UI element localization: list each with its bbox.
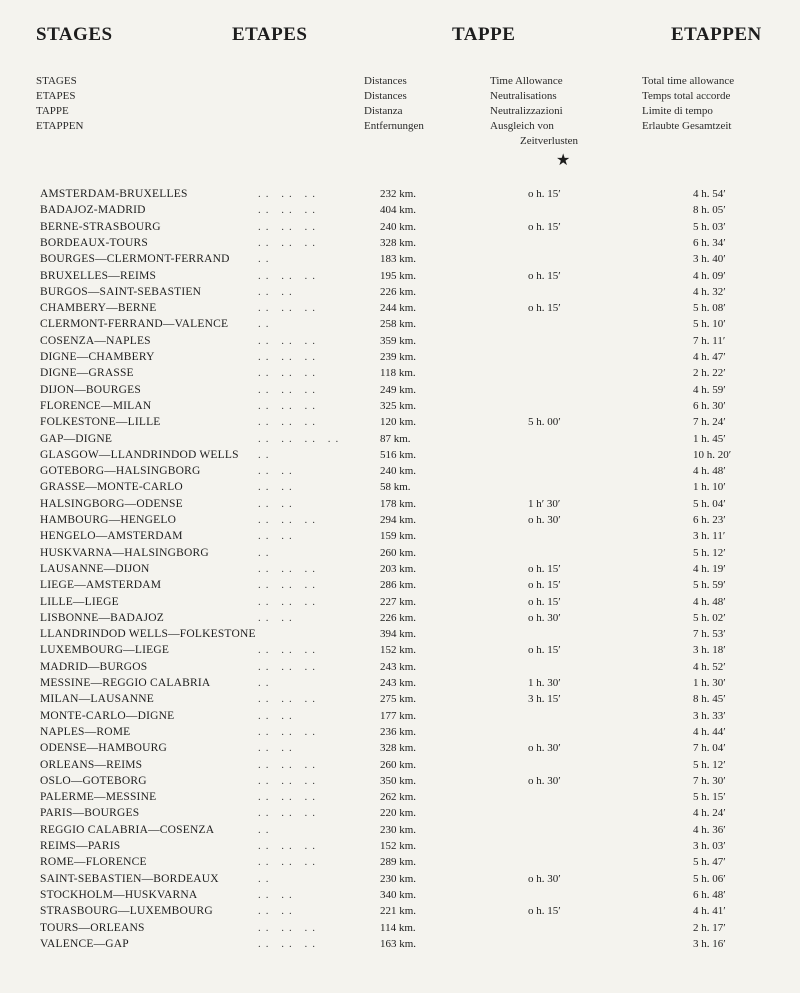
- leader-dots: .. .. ..: [258, 220, 320, 233]
- distance-value: 220 km.: [380, 807, 417, 820]
- total-time-value: 5 h. 12′: [693, 546, 726, 559]
- neutralisation-value: o h. 30′: [528, 514, 561, 526]
- leader-dots: ..: [258, 253, 274, 266]
- stage-name: LUXEMBOURG—LIEGE: [40, 644, 170, 657]
- distance-value: 350 km.: [380, 774, 417, 787]
- leader-dots: .. .. ..: [258, 416, 320, 429]
- total-time-value: 4 h. 48′: [693, 595, 726, 608]
- header-distance-de: Entfernungen: [364, 120, 424, 132]
- neutralisation-value: o h. 15′: [528, 269, 561, 282]
- total-time-value: 4 h. 54′: [693, 188, 726, 200]
- stage-name: FLORENCE—MILAN: [40, 399, 152, 412]
- stage-name: MONTE-CARLO—DIGNE: [40, 709, 175, 722]
- distance-value: 183 km.: [380, 253, 417, 266]
- title-etapes: ETAPES: [232, 24, 308, 45]
- distance-value: 178 km.: [380, 497, 417, 510]
- stage-name: HAMBOURG—HENGELO: [40, 514, 177, 526]
- stage-name: DIGNE—GRASSE: [40, 367, 134, 380]
- leader-dots: .. .. ..: [258, 644, 320, 657]
- total-time-value: 4 h. 52′: [693, 660, 726, 673]
- stage-name: LLANDRINDOD WELLS—FOLKESTONE: [40, 628, 256, 641]
- distance-value: 203 km.: [380, 562, 417, 575]
- total-time-value: 4 h. 19′: [693, 562, 726, 575]
- table-row: [0, 284, 800, 300]
- table-row: [0, 822, 800, 838]
- leader-dots: .. .. ..: [258, 383, 320, 396]
- leader-dots: .. ..: [258, 481, 297, 494]
- distance-value: 87 km.: [380, 432, 411, 445]
- stage-name: BERNE-STRASBOURG: [40, 220, 161, 233]
- header-distance-en: Distances: [364, 75, 407, 87]
- stage-name: GRASSE—MONTE-CARLO: [40, 481, 183, 494]
- stage-name: SAINT-SEBASTIEN—BORDEAUX: [40, 872, 219, 885]
- header-stage-fr: ETAPES: [36, 90, 76, 102]
- neutralisation-value: o h. 30′: [528, 611, 561, 624]
- total-time-value: 1 h. 30′: [693, 677, 726, 689]
- leader-dots: .. .. ..: [258, 367, 320, 380]
- distance-value: 516 km.: [380, 448, 417, 461]
- distance-value: 114 km.: [380, 921, 416, 934]
- stage-name: DIJON—BOURGES: [40, 383, 141, 396]
- stage-name: NAPLES—ROME: [40, 725, 131, 738]
- distance-value: 243 km.: [380, 677, 417, 689]
- table-row: [0, 757, 800, 773]
- stage-name: LILLE—LIEGE: [40, 595, 119, 608]
- leader-dots: .. .. ..: [258, 269, 320, 282]
- table-row: [0, 219, 800, 235]
- header-total-it: Limite di tempo: [642, 105, 713, 117]
- stage-name: BRUXELLES—REIMS: [40, 269, 157, 282]
- leader-dots: .. .. ..: [258, 334, 320, 347]
- table-row: [0, 365, 800, 381]
- header-distance-column: [364, 74, 424, 134]
- stage-name: GOTEBORG—HALSINGBORG: [40, 465, 201, 478]
- distance-value: 258 km.: [380, 318, 417, 331]
- leader-dots: .. .. ..: [258, 399, 320, 412]
- table-row: [0, 512, 800, 528]
- header-distance-fr: Distances: [364, 90, 407, 102]
- total-time-value: 7 h. 53′: [693, 628, 726, 641]
- neutralisation-value: o h. 30′: [528, 742, 561, 755]
- stage-name: PARIS—BOURGES: [40, 807, 140, 820]
- distance-value: 120 km.: [380, 416, 417, 429]
- stage-name: CHAMBERY—BERNE: [40, 302, 157, 315]
- distance-value: 286 km.: [380, 579, 417, 592]
- stage-name: COSENZA—NAPLES: [40, 334, 151, 347]
- total-time-value: 5 h. 47′: [693, 856, 726, 869]
- table-row: [0, 528, 800, 544]
- distance-value: 325 km.: [380, 399, 417, 412]
- table-row: [0, 838, 800, 854]
- table-row: [0, 235, 800, 251]
- leader-dots: ..: [258, 546, 274, 559]
- total-time-value: 3 h. 33′: [693, 709, 726, 722]
- leader-dots: .. .. ..: [258, 514, 320, 526]
- stage-name: OSLO—GOTEBORG: [40, 774, 147, 787]
- distance-value: 159 km.: [380, 530, 417, 543]
- table-row: [0, 251, 800, 267]
- header-total-en: Total time allowance: [642, 75, 735, 87]
- distance-value: 340 km.: [380, 888, 417, 901]
- table-row: [0, 854, 800, 870]
- header-time-it: Neutralizzazioni: [490, 105, 563, 117]
- table-row: [0, 871, 800, 887]
- leader-dots: ..: [258, 318, 274, 331]
- total-time-value: 5 h. 15′: [693, 791, 726, 804]
- neutralisation-value: o h. 15′: [528, 188, 561, 200]
- table-row: [0, 316, 800, 332]
- table-row: [0, 903, 800, 919]
- title-stages: STAGES: [36, 24, 113, 45]
- stage-name: BOURGES—CLERMONT-FERRAND: [40, 253, 230, 266]
- leader-dots: .. .. .. ..: [258, 432, 344, 445]
- leader-dots: .. ..: [258, 285, 297, 298]
- neutralisation-value: o h. 15′: [528, 562, 561, 575]
- total-time-value: 7 h. 11′: [693, 334, 726, 347]
- distance-value: 359 km.: [380, 334, 417, 347]
- leader-dots: ..: [258, 448, 274, 461]
- total-time-value: 7 h. 04′: [693, 742, 726, 755]
- leader-dots: .. ..: [258, 888, 297, 901]
- stage-name: ROME—FLORENCE: [40, 856, 147, 869]
- stage-name: STRASBOURG—LUXEMBOURG: [40, 905, 213, 918]
- header-time-de-2: Zeitverlusten: [520, 135, 579, 147]
- total-time-value: 4 h. 24′: [693, 807, 726, 820]
- stage-name: LISBONNE—BADAJOZ: [40, 611, 164, 624]
- table-row: [0, 626, 800, 642]
- header-stage-column: [36, 74, 83, 134]
- stage-name: BORDEAUX-TOURS: [40, 236, 149, 249]
- stage-name: AMSTERDAM-BRUXELLES: [40, 188, 188, 200]
- distance-value: 328 km.: [380, 236, 417, 249]
- leader-dots: .. ..: [258, 611, 297, 624]
- distance-value: 243 km.: [380, 660, 417, 673]
- table-row: [0, 789, 800, 805]
- table-row: [0, 333, 800, 349]
- title-etappen: ETAPPEN: [671, 24, 762, 45]
- table-row: [0, 479, 800, 495]
- distance-value: 262 km.: [380, 791, 417, 804]
- header-total-de: Erlaubte Gesamtzeit: [642, 120, 732, 132]
- neutralisation-value: 5 h. 00′: [528, 416, 561, 429]
- header-stage-de: ETAPPEN: [36, 120, 84, 132]
- table-row: [0, 936, 800, 952]
- table-row: [0, 186, 800, 202]
- distance-value: 58 km.: [380, 481, 411, 494]
- total-time-value: 5 h. 02′: [693, 611, 726, 624]
- total-time-value: 6 h. 30′: [693, 399, 726, 412]
- leader-dots: .. .. ..: [258, 937, 320, 950]
- stage-name: REGGIO CALABRIA—COSENZA: [40, 823, 215, 836]
- total-time-value: 3 h. 18′: [693, 644, 726, 657]
- total-time-value: 8 h. 45′: [693, 693, 726, 706]
- total-time-value: 4 h. 47′: [693, 351, 726, 363]
- header-total-fr: Temps total accorde: [642, 90, 731, 102]
- total-time-value: 4 h. 48′: [693, 465, 726, 478]
- stage-name: MESSINE—REGGIO CALABRIA: [40, 677, 211, 689]
- table-row: [0, 724, 800, 740]
- total-time-value: 5 h. 10′: [693, 318, 726, 331]
- distance-value: 226 km.: [380, 611, 417, 624]
- leader-dots: .. .. ..: [258, 758, 320, 771]
- total-time-value: 4 h. 09′: [693, 269, 726, 282]
- leader-dots: .. .. ..: [258, 921, 320, 934]
- star-icon: ★: [556, 152, 571, 169]
- distance-value: 236 km.: [380, 725, 417, 738]
- leader-dots: .. .. ..: [258, 351, 320, 363]
- stage-name: HENGELO—AMSTERDAM: [40, 530, 183, 543]
- neutralisation-value: o h. 15′: [528, 905, 561, 918]
- leader-dots: .. .. ..: [258, 774, 320, 787]
- table-row: [0, 398, 800, 414]
- stage-name: BURGOS—SAINT-SEBASTIEN: [40, 285, 202, 298]
- stage-name: LAUSANNE—DIJON: [40, 562, 150, 575]
- leader-dots: .. .. ..: [258, 562, 320, 575]
- distance-value: 260 km.: [380, 546, 417, 559]
- total-time-value: 3 h. 11′: [693, 530, 726, 543]
- stage-name: CLERMONT-FERRAND—VALENCE: [40, 318, 229, 331]
- table-row: [0, 268, 800, 284]
- stage-name: LIEGE—AMSTERDAM: [40, 579, 162, 592]
- leader-dots: .. ..: [258, 465, 297, 478]
- distance-value: 249 km.: [380, 383, 417, 396]
- table-row: [0, 740, 800, 756]
- table-row: [0, 431, 800, 447]
- leader-dots: .. .. ..: [258, 595, 320, 608]
- total-time-value: 1 h. 45′: [693, 432, 726, 445]
- stage-name: VALENCE—GAP: [40, 937, 129, 950]
- distance-value: 404 km.: [380, 204, 417, 217]
- stage-name: FOLKESTONE—LILLE: [40, 416, 161, 429]
- distance-value: 152 km.: [380, 644, 417, 657]
- leader-dots: .. .. ..: [258, 725, 320, 738]
- table-row: [0, 805, 800, 821]
- distance-value: 294 km.: [380, 514, 417, 526]
- distance-value: 152 km.: [380, 840, 417, 852]
- leader-dots: .. ..: [258, 905, 297, 918]
- neutralisation-value: o h. 15′: [528, 595, 561, 608]
- neutralisation-value: 1 h′ 30′: [528, 497, 561, 510]
- header-time-fr: Neutralisations: [490, 90, 557, 102]
- distance-value: 163 km.: [380, 937, 417, 950]
- table-row: [0, 675, 800, 691]
- header-time-column: [490, 74, 578, 149]
- header-total-column: [642, 74, 734, 134]
- leader-dots: ..: [258, 872, 274, 885]
- distance-value: 230 km.: [380, 872, 417, 885]
- total-time-value: 5 h. 08′: [693, 302, 726, 315]
- leader-dots: .. .. ..: [258, 204, 320, 217]
- leader-dots: ..: [258, 677, 274, 689]
- neutralisation-value: o h. 15′: [528, 644, 561, 657]
- total-time-value: 5 h. 59′: [693, 579, 726, 592]
- header-time-de: Ausgleich von: [490, 120, 554, 132]
- header-stage-en: STAGES: [36, 75, 77, 87]
- neutralisation-value: o h. 30′: [528, 872, 561, 885]
- neutralisation-value: o h. 30′: [528, 774, 561, 787]
- total-time-value: 6 h. 34′: [693, 236, 726, 249]
- stage-name: MADRID—BURGOS: [40, 660, 148, 673]
- total-time-value: 5 h. 04′: [693, 497, 726, 510]
- total-time-value: 6 h. 48′: [693, 888, 726, 901]
- stage-name: PALERME—MESSINE: [40, 791, 157, 804]
- distance-value: 232 km.: [380, 188, 417, 200]
- stage-name: REIMS—PARIS: [40, 840, 121, 852]
- total-time-value: 7 h. 30′: [693, 774, 726, 787]
- stage-name: BADAJOZ-MADRID: [40, 204, 146, 217]
- title-tappe: TAPPE: [452, 24, 516, 45]
- total-time-value: 5 h. 12′: [693, 758, 726, 771]
- total-time-value: 2 h. 17′: [693, 921, 726, 934]
- table-row: [0, 561, 800, 577]
- distance-value: 177 km.: [380, 709, 417, 722]
- header-distance-it: Distanza: [364, 105, 403, 117]
- header-stage-it: TAPPE: [36, 105, 69, 117]
- table-row: [0, 642, 800, 658]
- total-time-value: 4 h. 41′: [693, 905, 726, 918]
- leader-dots: .. .. ..: [258, 693, 320, 706]
- stage-name: HALSINGBORG—ODENSE: [40, 497, 183, 510]
- table-row: [0, 349, 800, 365]
- neutralisation-value: o h. 15′: [528, 220, 561, 233]
- leader-dots: .. .. ..: [258, 579, 320, 592]
- leader-dots: .. .. ..: [258, 188, 320, 200]
- distance-value: 221 km.: [380, 905, 417, 918]
- table-row: [0, 594, 800, 610]
- distance-value: 394 km.: [380, 628, 417, 641]
- distance-value: 227 km.: [380, 595, 417, 608]
- table-row: [0, 659, 800, 675]
- table-row: [0, 496, 800, 512]
- header-time-en: Time Allowance: [490, 75, 563, 87]
- leader-dots: .. .. ..: [258, 302, 320, 315]
- distance-value: 260 km.: [380, 758, 417, 771]
- stage-name: TOURS—ORLEANS: [40, 921, 145, 934]
- neutralisation-value: o h. 15′: [528, 579, 561, 592]
- leader-dots: ..: [258, 823, 274, 836]
- total-time-value: 6 h. 23′: [693, 514, 726, 526]
- stage-name: ORLEANS—REIMS: [40, 758, 143, 771]
- total-time-value: 4 h. 32′: [693, 285, 726, 298]
- table-row: [0, 708, 800, 724]
- total-time-value: 4 h. 36′: [693, 823, 726, 836]
- neutralisation-value: 1 h. 30′: [528, 677, 561, 689]
- table-row: [0, 382, 800, 398]
- stage-name: GAP—DIGNE: [40, 432, 113, 445]
- neutralisation-value: 3 h. 15′: [528, 693, 561, 706]
- total-time-value: 3 h. 16′: [693, 937, 726, 950]
- distance-value: 289 km.: [380, 856, 417, 869]
- total-time-value: 8 h. 05′: [693, 204, 726, 217]
- distance-value: 240 km.: [380, 465, 417, 478]
- distance-value: 230 km.: [380, 823, 417, 836]
- distance-value: 328 km.: [380, 742, 417, 755]
- leader-dots: .. ..: [258, 530, 297, 543]
- stage-name: GLASGOW—LLANDRINDOD WELLS: [40, 448, 239, 461]
- table-row: [0, 545, 800, 561]
- distance-value: 195 km.: [380, 269, 417, 282]
- table-row: [0, 463, 800, 479]
- table-row: [0, 300, 800, 316]
- distance-value: 226 km.: [380, 285, 417, 298]
- distance-value: 118 km.: [380, 367, 416, 380]
- total-time-value: 4 h. 44′: [693, 725, 726, 738]
- leader-dots: .. .. ..: [258, 236, 320, 249]
- total-time-value: 4 h. 59′: [693, 383, 726, 396]
- table-row: [0, 577, 800, 593]
- leader-dots: .. .. ..: [258, 791, 320, 804]
- total-time-value: 7 h. 24′: [693, 416, 726, 429]
- total-time-value: 3 h. 03′: [693, 840, 726, 852]
- stage-name: HUSKVARNA—HALSINGBORG: [40, 546, 209, 559]
- distance-value: 275 km.: [380, 693, 417, 706]
- total-time-value: 5 h. 06′: [693, 872, 726, 885]
- table-row: [0, 920, 800, 936]
- total-time-value: 3 h. 40′: [693, 253, 726, 266]
- distance-value: 244 km.: [380, 302, 417, 315]
- table-row: [0, 691, 800, 707]
- stage-name: STOCKHOLM—HUSKVARNA: [40, 888, 198, 901]
- total-time-value: 10 h. 20′: [693, 448, 732, 461]
- distance-value: 240 km.: [380, 220, 417, 233]
- total-time-value: 5 h. 03′: [693, 220, 726, 233]
- table-row: [0, 414, 800, 430]
- table-row: [0, 202, 800, 218]
- table-row: [0, 610, 800, 626]
- table-row: [0, 773, 800, 789]
- distance-value: 239 km.: [380, 351, 417, 363]
- neutralisation-value: o h. 15′: [528, 302, 561, 315]
- leader-dots: .. .. ..: [258, 807, 320, 820]
- total-time-value: 1 h. 10′: [693, 481, 726, 494]
- stage-name: ODENSE—HAMBOURG: [40, 742, 167, 755]
- table-row: [0, 447, 800, 463]
- leader-dots: .. ..: [258, 709, 297, 722]
- leader-dots: .. ..: [258, 497, 297, 510]
- total-time-value: 2 h. 22′: [693, 367, 726, 380]
- stage-name: MILAN—LAUSANNE: [40, 693, 154, 706]
- leader-dots: .. .. ..: [258, 660, 320, 673]
- stage-name: DIGNE—CHAMBERY: [40, 351, 155, 363]
- leader-dots: .. ..: [258, 742, 297, 755]
- table-row: [0, 887, 800, 903]
- leader-dots: .. .. ..: [258, 856, 320, 869]
- leader-dots: .. .. ..: [258, 840, 320, 852]
